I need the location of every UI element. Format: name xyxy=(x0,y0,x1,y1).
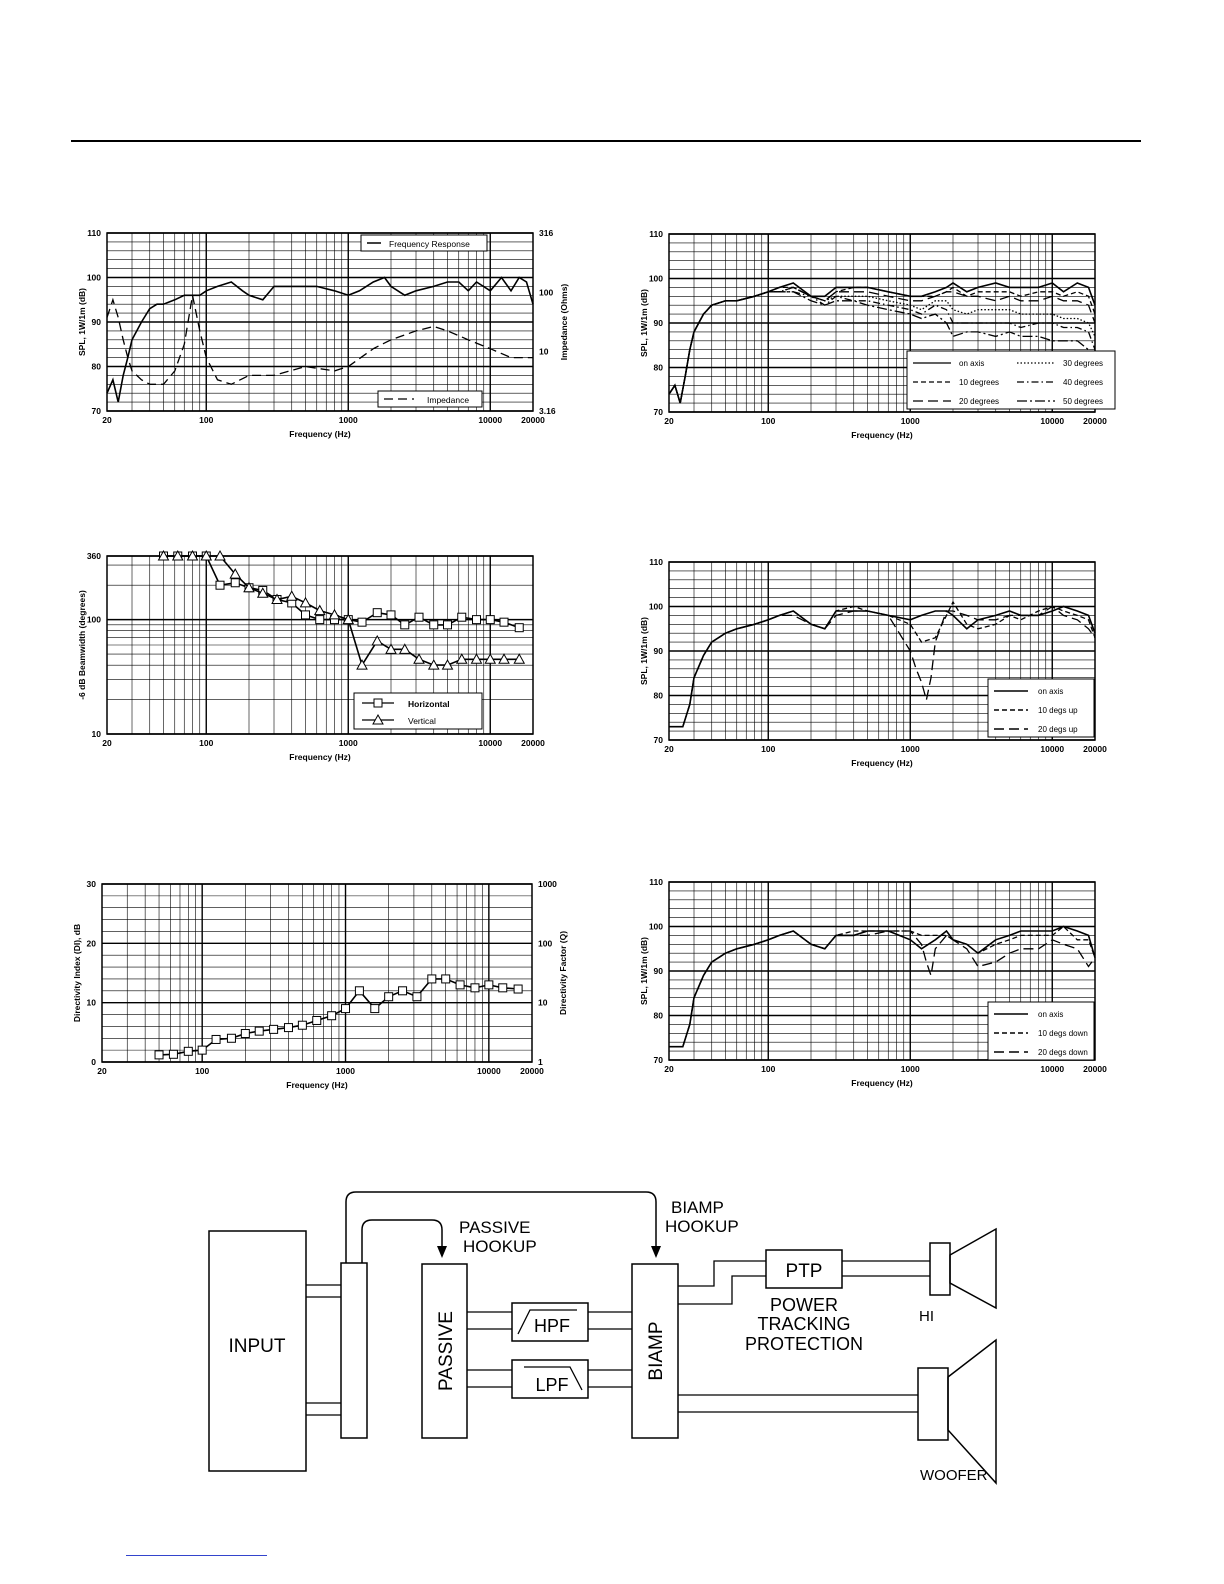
grid xyxy=(102,884,532,1062)
data-point-square xyxy=(328,1012,336,1020)
y-tick-label: 10 xyxy=(91,729,101,739)
y2-tick-label: 1 xyxy=(538,1057,543,1067)
legend-marker-square xyxy=(374,699,382,707)
x-tick-label: 1000 xyxy=(900,416,920,426)
data-point-square xyxy=(500,618,508,626)
y-tick-label: 10 xyxy=(86,997,96,1008)
ptp-desc-3: PROTECTION xyxy=(744,1334,864,1354)
x-tick-label: 20000 xyxy=(521,738,545,748)
x-tick-label: 20000 xyxy=(1083,416,1107,426)
data-point-square xyxy=(241,1030,249,1038)
data-point-square xyxy=(255,1027,263,1035)
legend xyxy=(988,679,1094,737)
legend xyxy=(907,351,1115,409)
legend-label: on axis xyxy=(959,359,985,368)
y-axis-title: SPL, 1W/1m (dB) xyxy=(639,288,649,358)
y2-tick-label: 316 xyxy=(539,228,554,238)
y2-tick-label: 3.16 xyxy=(539,406,556,416)
y-tick-label: 80 xyxy=(653,362,663,373)
data-point-triangle xyxy=(414,654,424,663)
woofer-magnet xyxy=(918,1368,948,1440)
y-tick-label: 70 xyxy=(91,406,101,416)
passive-hookup-label-1: PASSIVE xyxy=(459,1218,531,1237)
x-axis-title: Frequency (Hz) xyxy=(851,430,913,440)
x-tick-label: 100 xyxy=(761,744,776,754)
data-point-square xyxy=(155,1051,163,1059)
x-tick-label: 20 xyxy=(664,744,674,754)
y-tick-label: 30 xyxy=(86,879,96,889)
legend-label: Vertical xyxy=(408,716,436,726)
legend-label: 20 degrees xyxy=(959,397,1000,406)
legend-label: Impedance xyxy=(427,395,470,405)
x-tick-label: 10000 xyxy=(478,738,503,748)
ptp-desc-2: TRACKING xyxy=(757,1314,851,1334)
data-point-square xyxy=(371,1005,379,1013)
y2-axis-title: Impedance (Ohms) xyxy=(559,283,569,361)
woofer-label: WOOFER xyxy=(920,1467,988,1484)
y-axis-title: -6 dB Beamwidth (degrees) xyxy=(77,590,87,700)
chart-svg xyxy=(632,220,1152,450)
y2-tick-label: 10 xyxy=(539,346,549,357)
chart-beamwidth xyxy=(70,543,590,773)
data-point-square xyxy=(231,579,239,587)
hi-driver-cone-icon xyxy=(950,1229,996,1308)
x-tick-label: 1000 xyxy=(900,1064,920,1074)
x-tick-label: 20000 xyxy=(520,1066,544,1076)
data-point-square xyxy=(485,981,493,989)
data-point-square xyxy=(456,981,464,989)
y2-tick-label: 100 xyxy=(538,938,553,949)
x-tick-label: 20 xyxy=(97,1066,107,1076)
legend-label: 10 degrees xyxy=(959,378,1000,387)
data-point-square xyxy=(499,984,507,992)
data-point-square xyxy=(342,1005,350,1013)
data-point-square xyxy=(385,993,393,1001)
data-point-square xyxy=(298,1021,306,1029)
y-tick-label: 100 xyxy=(86,614,101,625)
y-tick-label: 100 xyxy=(648,921,663,932)
series-line-1 xyxy=(164,556,520,665)
data-point-square xyxy=(444,621,452,629)
plot-frame xyxy=(102,884,532,1062)
passive-hookup-label-2: HOOKUP xyxy=(463,1237,537,1256)
y2-tick-label: 1000 xyxy=(538,879,557,889)
y-tick-label: 0 xyxy=(91,1057,96,1067)
y-tick-label: 360 xyxy=(86,551,101,561)
data-point-square xyxy=(399,987,407,995)
data-point-square xyxy=(316,616,324,624)
data-point-square xyxy=(169,1050,177,1058)
y-tick-label: 100 xyxy=(86,272,101,283)
selector-box xyxy=(341,1263,367,1438)
x-tick-label: 20 xyxy=(102,415,112,425)
data-point-square xyxy=(514,985,522,993)
x-axis-title: Frequency (Hz) xyxy=(851,1078,913,1088)
data-point-triangle xyxy=(287,591,297,600)
grid xyxy=(107,233,533,411)
x-tick-label: 20 xyxy=(102,738,112,748)
data-point-square xyxy=(198,1046,206,1054)
legend-frequency-response xyxy=(361,235,487,251)
data-point-triangle xyxy=(301,598,311,607)
passive-label: PASSIVE xyxy=(436,1311,457,1391)
x-tick-label: 10000 xyxy=(477,1066,501,1076)
x-axis-title: Frequency (Hz) xyxy=(289,752,351,762)
chart-directivity xyxy=(70,873,590,1103)
chart-svg xyxy=(70,543,590,773)
chart-vertical-down xyxy=(632,873,1152,1103)
hookup-diagram xyxy=(200,1180,1030,1490)
legend-label: 40 degrees xyxy=(1063,378,1104,387)
y-tick-label: 20 xyxy=(86,938,96,949)
y-tick-label: 80 xyxy=(91,361,101,372)
x-tick-label: 10000 xyxy=(1040,416,1065,426)
data-point-square xyxy=(428,975,436,983)
x-tick-label: 100 xyxy=(195,1066,210,1076)
y-tick-label: 100 xyxy=(648,601,663,612)
y-tick-label: 90 xyxy=(653,318,663,328)
x-tick-label: 1000 xyxy=(338,738,358,748)
data-point-square xyxy=(387,611,395,619)
legend-label: on axis xyxy=(1038,687,1064,696)
data-point-square xyxy=(212,1035,220,1043)
y2-axis-title: Directivity Factor (Q) xyxy=(558,930,568,1016)
data-point-square xyxy=(216,581,224,589)
biamp-hookup-label-2: HOOKUP xyxy=(665,1217,739,1236)
y-axis-title: Directivity Index (DI), dB xyxy=(72,923,82,1023)
data-point-square xyxy=(430,621,438,629)
data-point-square xyxy=(471,984,479,992)
y-tick-label: 90 xyxy=(653,646,663,656)
data-point-square xyxy=(358,618,366,626)
data-point-square xyxy=(313,1016,321,1024)
data-point-square xyxy=(270,1025,278,1033)
legend-label: 20 degs up xyxy=(1038,725,1078,734)
data-point-square xyxy=(415,613,423,621)
legend xyxy=(354,693,482,729)
legend xyxy=(988,1002,1094,1060)
legend-label: 50 degrees xyxy=(1063,397,1104,406)
y-axis-title: SPL, 1W/1m (dB) xyxy=(639,616,649,686)
chart-frequency-impedance xyxy=(70,220,590,439)
data-point-square xyxy=(355,987,363,995)
passive-hookup-arrow xyxy=(362,1220,442,1263)
y-tick-label: 110 xyxy=(649,557,663,567)
y-tick-label: 80 xyxy=(653,1010,663,1021)
x-axis-title: Frequency (Hz) xyxy=(286,1080,348,1090)
data-point-triangle xyxy=(315,606,325,615)
hi-driver-magnet xyxy=(930,1243,950,1295)
chart-svg xyxy=(70,220,590,439)
input-label: INPUT xyxy=(228,1336,286,1357)
data-point-square xyxy=(401,621,409,629)
data-point-square xyxy=(184,1047,192,1055)
x-tick-label: 20000 xyxy=(1083,1064,1107,1074)
biamp-hookup-label-1: BIAMP xyxy=(671,1198,724,1217)
biamp-label: BIAMP xyxy=(646,1321,667,1381)
hpf-label: HPF xyxy=(534,1316,570,1336)
y-tick-label: 90 xyxy=(653,966,663,976)
x-tick-label: 100 xyxy=(761,1064,776,1074)
x-tick-label: 1000 xyxy=(900,744,920,754)
y-tick-label: 70 xyxy=(653,735,663,745)
y-tick-label: 70 xyxy=(653,407,663,417)
x-tick-label: 100 xyxy=(199,415,214,425)
x-tick-label: 100 xyxy=(761,416,776,426)
data-point-square xyxy=(458,613,466,621)
y2-tick-label: 10 xyxy=(538,997,548,1008)
legend-label: 10 degs down xyxy=(1038,1029,1088,1038)
x-tick-label: 20000 xyxy=(521,415,545,425)
y-tick-label: 110 xyxy=(649,877,663,887)
chart-svg xyxy=(70,873,590,1103)
chart-svg xyxy=(632,550,1152,780)
y-tick-label: 110 xyxy=(87,228,101,238)
legend-label: 30 degrees xyxy=(1063,359,1104,368)
lpf-label: LPF xyxy=(535,1375,569,1395)
legend-label: 10 degs up xyxy=(1038,706,1078,715)
x-axis-title: Frequency (Hz) xyxy=(289,429,351,439)
data-point-square xyxy=(373,609,381,617)
y-axis-title: SPL, 1W/1m (dB) xyxy=(639,936,649,1006)
woofer-cone-icon xyxy=(948,1340,996,1483)
legend-impedance xyxy=(378,391,482,407)
y-tick-label: 80 xyxy=(653,690,663,701)
ptp-label: PTP xyxy=(785,1261,823,1282)
ptp-desc-1: POWER xyxy=(769,1295,839,1315)
data-point-square xyxy=(472,616,480,624)
legend-label: on axis xyxy=(1038,1010,1064,1019)
x-tick-label: 20000 xyxy=(1083,744,1107,754)
y-tick-label: 110 xyxy=(649,229,663,239)
hi-label: HI xyxy=(919,1308,934,1325)
x-tick-label: 1000 xyxy=(338,415,358,425)
data-point-triangle xyxy=(357,660,367,669)
x-tick-label: 20 xyxy=(664,1064,674,1074)
chart-horizontal-off-axis xyxy=(632,220,1152,450)
data-point-square xyxy=(227,1034,235,1042)
y2-tick-label: 100 xyxy=(539,287,554,298)
legend-label: Horizontal xyxy=(408,699,450,709)
data-point-square xyxy=(413,993,421,1001)
chart-svg xyxy=(632,873,1152,1103)
data-point-square xyxy=(302,611,310,619)
x-axis-title: Frequency (Hz) xyxy=(851,758,913,768)
data-point-square xyxy=(486,616,494,624)
y-tick-label: 90 xyxy=(91,317,101,327)
x-tick-label: 20 xyxy=(664,416,674,426)
x-tick-label: 10000 xyxy=(1040,1064,1065,1074)
data-point-square xyxy=(442,975,450,983)
data-point-square xyxy=(284,1024,292,1032)
header-rule xyxy=(71,140,1141,142)
x-tick-label: 100 xyxy=(199,738,214,748)
chart-vertical-up xyxy=(632,550,1152,780)
y-tick-label: 70 xyxy=(653,1055,663,1065)
footer-link-underline[interactable] xyxy=(126,1555,267,1556)
y-axis-title: SPL, 1W/1m (dB) xyxy=(77,287,87,357)
legend-label: 20 degs down xyxy=(1038,1048,1088,1057)
x-tick-label: 10000 xyxy=(478,415,503,425)
data-point-square xyxy=(515,624,523,632)
x-tick-label: 1000 xyxy=(336,1066,355,1076)
legend-label: Frequency Response xyxy=(389,239,470,249)
x-tick-label: 10000 xyxy=(1040,744,1065,754)
y-tick-label: 100 xyxy=(648,273,663,284)
